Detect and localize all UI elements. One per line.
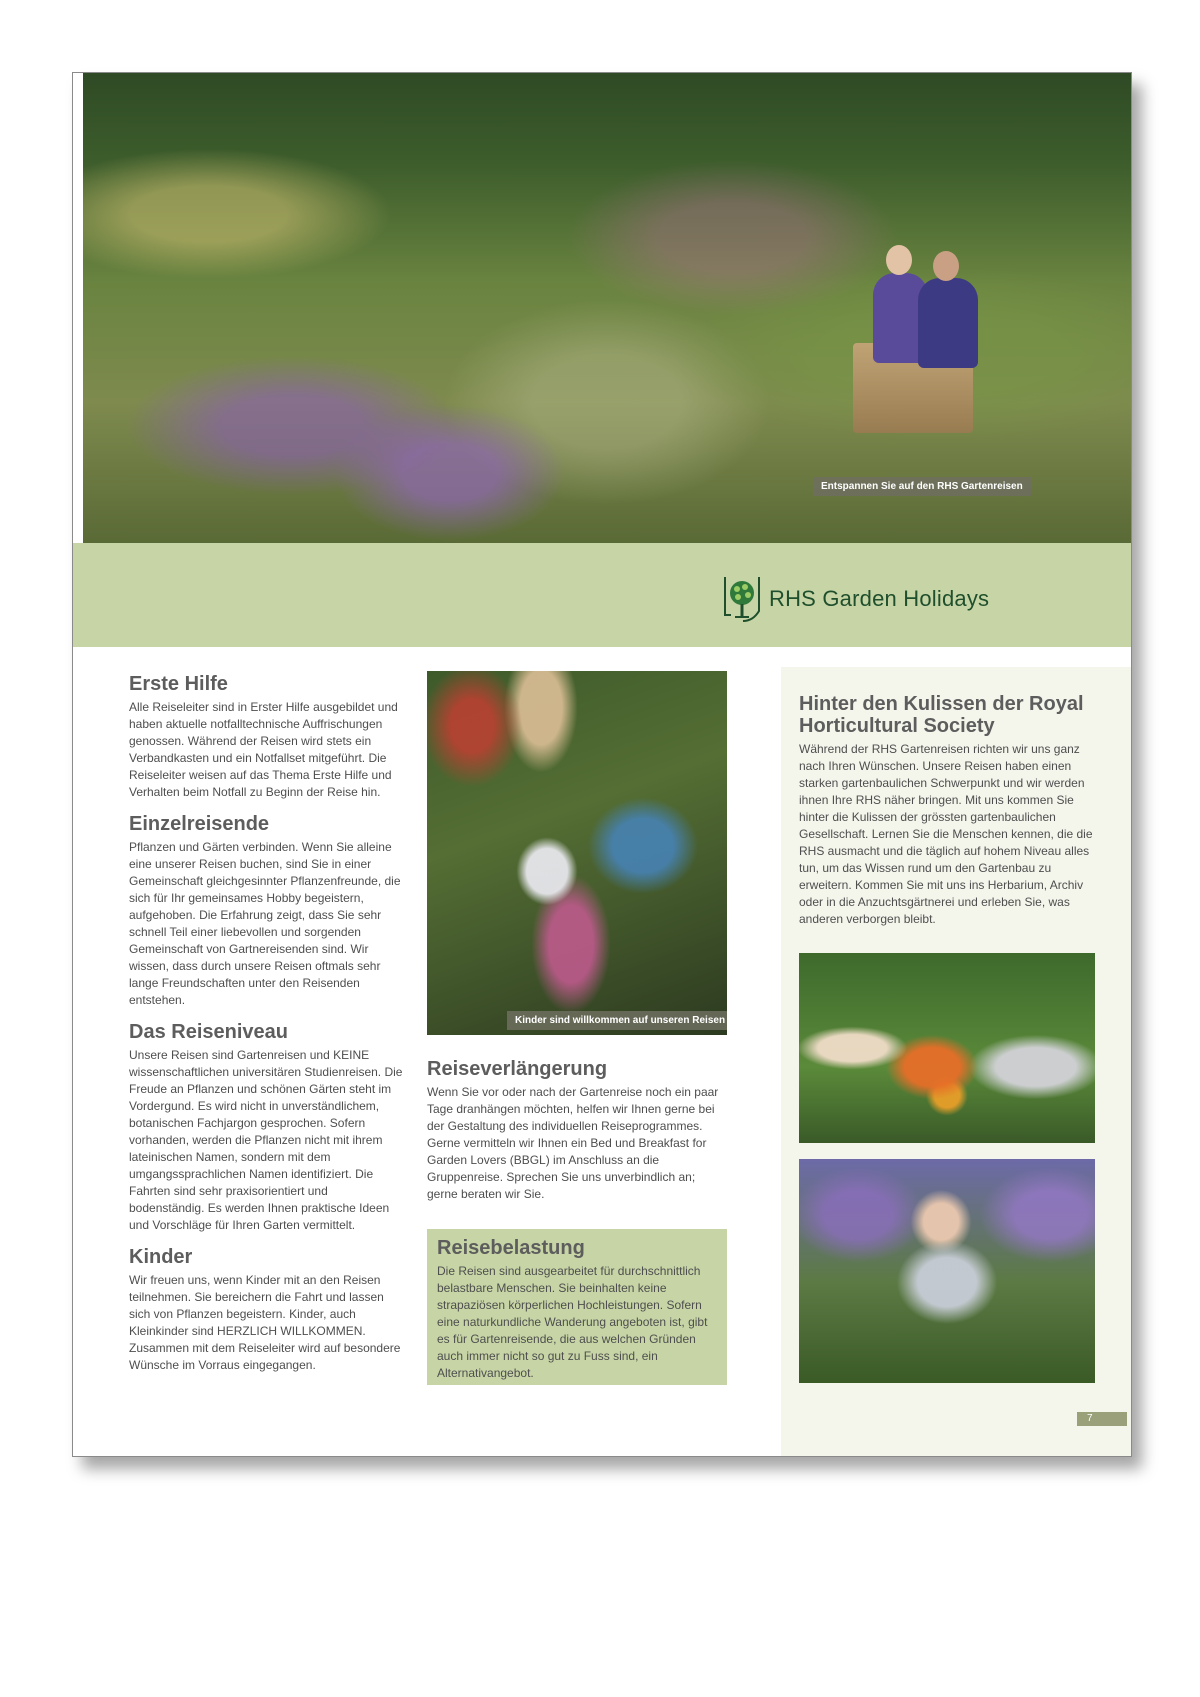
column-left [129, 673, 405, 1386]
section-text: Die Reisen sind ausgearbeitet für durchschnittlich belastbare Menschen. Sie beinhalten keine strapaziösen körperlichen Hochleistungen. Sofern eine naturkundliche Wanderung angeboten ist, gibt es für Gartenreisende, die aus welchen Gründen auch immer nicht so gut zu Fuss sind, ein Alternativangebot. [437, 1264, 708, 1380]
person-image [918, 278, 978, 368]
section-text: Wir freuen uns, wenn Kinder mit an den Reisen teilnehmen. Sie bereichern die Fahrt und lassen sich von Pflanzen begeistern. Kinder, auch Kleinkinder sind HERZLICH WILLKOMMEN. Zusammen mit dem Reiseleiter wird auf besondere Wünsche im Vorraus eingegangen. [129, 1273, 401, 1372]
brochure-page [72, 72, 1132, 1457]
photo-people-flowers [799, 953, 1095, 1143]
rhs-logo [723, 575, 989, 623]
section-text: Während der RHS Gartenreisen richten wir uns ganz nach Ihren Wünschen. Unsere Reisen haben einen starken gartenbaulichen Schwerpunkt und wir werden ihnen Ihre RHS näher bringen. Mit uns kommen Sie hinter die Kulissen der grössten gartenbaulichen Gesellschaft. Lernen Sie die Menschen kennen, die die RHS ausmacht und die täglich auf hohem Niveau alles tun, um das Wissen rund um den Gartenbau zu erweitern. Kommen Sie mit uns ins Herbarium, Archiv oder in die Anzuchtsgärtnerei und erleben Sie, was anderen verborgen bleibt. [799, 742, 1093, 926]
section-travel-level [129, 1021, 405, 1234]
section-title: Das Reiseniveau [129, 1021, 288, 1043]
person-head-image [933, 251, 959, 281]
page-number: 7 [1077, 1412, 1127, 1426]
hero-caption: Entspannen Sie auf den RHS Gartenreisen [813, 477, 1031, 496]
section-text: Unsere Reisen sind Gartenreisen und KEINE wissenschaftlichen universitären Studienreisen. Die Freude an Pflanzen und schönen Gärten steht im Vordergund. Es wird nicht in unverständlichem, botanischen Fachjargon gesprochen. Sofern vorhanden, werden die Pflanzen nicht mit ihrem lateinischen Namen, sondern mit dem umgangssprachlichen Namen identifiziert. Die Fahrten sind sehr praxisorientiert und bodenständig. Es werden Ihnen praktische Ideen und Vorschläge für Ihren Garten vermittelt. [129, 1048, 403, 1232]
section-title: Einzelreisende [129, 813, 270, 835]
hero-photo-garden [83, 73, 1131, 543]
section-text: Wenn Sie vor oder nach der Gartenreise noch ein paar Tage dranhängen möchten, helfen wir Ihnen gerne bei der Gestaltung des individuellen Reiseprogrammes. Gerne vermitteln wir Ihnen ein Bed und Breakfast for Garden Lovers (BBGL) im Anschluss an die Gruppenreise. Sprechen Sie uns unverbindlich an; gerne beraten wir Sie. [427, 1085, 719, 1201]
section-title: Erste Hilfe [129, 673, 228, 695]
brand-name: RHS Garden Holidays [769, 586, 990, 611]
section-solo-travellers [129, 813, 405, 1009]
section-title: Reiseverlängerung [427, 1058, 608, 1080]
section-extension [427, 1058, 727, 1203]
section-title: Reisebelastung [437, 1237, 585, 1259]
section-title: Kinder [129, 1246, 193, 1268]
section-text: Alle Reiseleiter sind in Erster Hilfe ausgebildet und haben aktuelle notfalltechnische Auffrischungen genossen. Während der Reisen wird stets ein Verbandkasten und ein Notfallset mitgeführt. Die Reiseleiter weisen auf das Thema Erste Hilfe und Verhalten beim Notfall zu Beginn der Reise hin. [129, 700, 398, 799]
section-first-aid [129, 673, 405, 801]
section-behind-scenes [799, 693, 1095, 928]
section-text: Pflanzen und Gärten verbinden. Wenn Sie alleine eine unserer Reisen buchen, sind Sie in einer Gemeinschaft gleichgesinnter Pflanzenfreunde, die sich für Ihr gemeinsames Hobby begeistern, aufgehoben. Die Erfahrung zeigt, dass Sie sehr schnell Teil einer liebevollen und sorgenden Gemeinschaft von Gartnereisenden sind. Wir wissen, dass durch unsere Reisen oftmals sehr lange Freundschaften unter den Reisenden entstehen. [129, 840, 401, 1007]
section-children [129, 1246, 405, 1374]
tree-icon [723, 575, 761, 623]
section-title: Hinter den Kulissen der Royal Horticultural Society [799, 693, 1084, 737]
photo-children-garden [427, 671, 727, 1035]
person-head-image [886, 245, 912, 275]
photo-caption: Kinder sind willkommen auf unseren Reisen [507, 1011, 727, 1030]
section-travel-strain [427, 1229, 727, 1385]
photo-gardener [799, 1159, 1095, 1383]
